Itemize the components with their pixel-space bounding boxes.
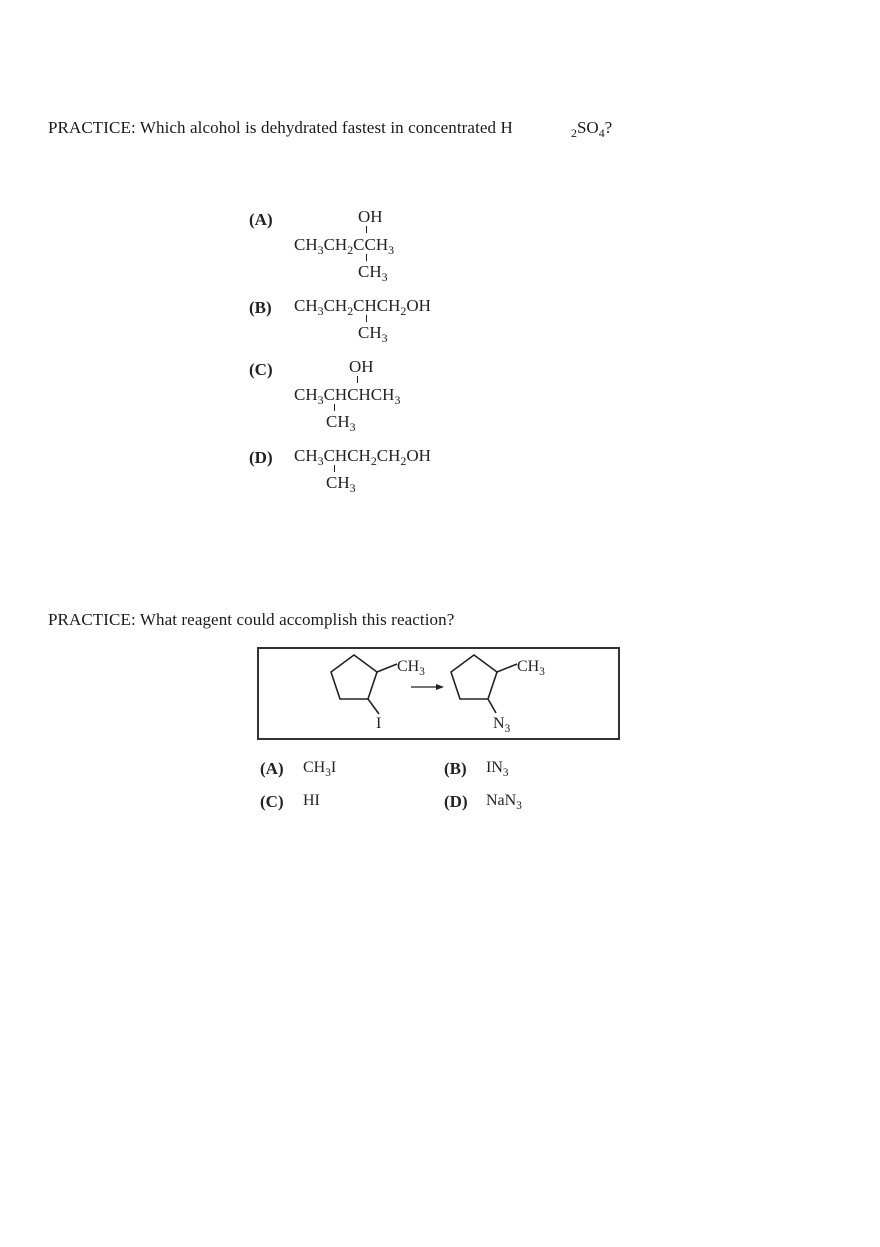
option-a-formula: $CH_3CH_2CCH_3$: [294, 235, 395, 258]
option-b-label: (B): [249, 298, 272, 317]
option-a-label: (A): [249, 210, 273, 229]
q2-option-b-label: (B): [444, 759, 467, 778]
product-azide-bond: [488, 699, 496, 713]
product-cyclopentane-ring: [451, 655, 497, 699]
product-methyl-bond: [497, 664, 517, 672]
question-2-prompt: PRACTICE: What reagent could accomplish this reaction?: [48, 610, 455, 629]
reaction-arrow-head: [436, 684, 444, 690]
q2-option-d-value: NaN$_3$: [486, 792, 522, 812]
option-a-hydroxyl: OH: [358, 207, 383, 226]
question-1-reagent: $_2SO_4$?: [571, 118, 613, 141]
option-a-methyl: $CH_3$: [358, 262, 388, 285]
q2-option-c-label: (C): [260, 792, 284, 811]
option-d-formula: $CH_3CHCH_2CH_2OH$: [294, 446, 431, 469]
reactant-iodo-label: I: [376, 715, 382, 732]
reactant-cyclopentane-ring: [331, 655, 377, 699]
option-c-label: (C): [249, 360, 273, 379]
q2-option-a-label: (A): [260, 759, 284, 778]
option-b-formula: $CH_3CH_2CHCH_2OH$: [294, 296, 431, 319]
q2-option-a-value: $CH_3I$: [303, 759, 337, 779]
question-1-prompt: PRACTICE: Which alcohol is dehydrated fastest in concentrated H: [48, 118, 513, 137]
reactant-iodo-bond: [368, 699, 379, 714]
product-azide-label: $N_3$: [493, 715, 511, 735]
option-c-methyl: $CH_3$: [326, 412, 356, 435]
q2-option-d-label: (D): [444, 792, 468, 811]
option-b-methyl: $CH_3$: [358, 323, 388, 346]
q2-option-c-value: HI: [303, 792, 320, 809]
option-d-label: (D): [249, 448, 273, 467]
option-c-hydroxyl: OH: [349, 357, 374, 376]
product-methyl-label: $CH_3$: [517, 658, 545, 678]
q2-option-b-value: $IN_3$: [486, 759, 509, 779]
reactant-methyl-label: $CH_3$: [397, 658, 425, 678]
reactant-methyl-bond: [377, 664, 397, 672]
option-d-methyl: $CH_3$: [326, 473, 356, 496]
option-c-formula: $CH_3CHCHCH_3$: [294, 385, 401, 408]
